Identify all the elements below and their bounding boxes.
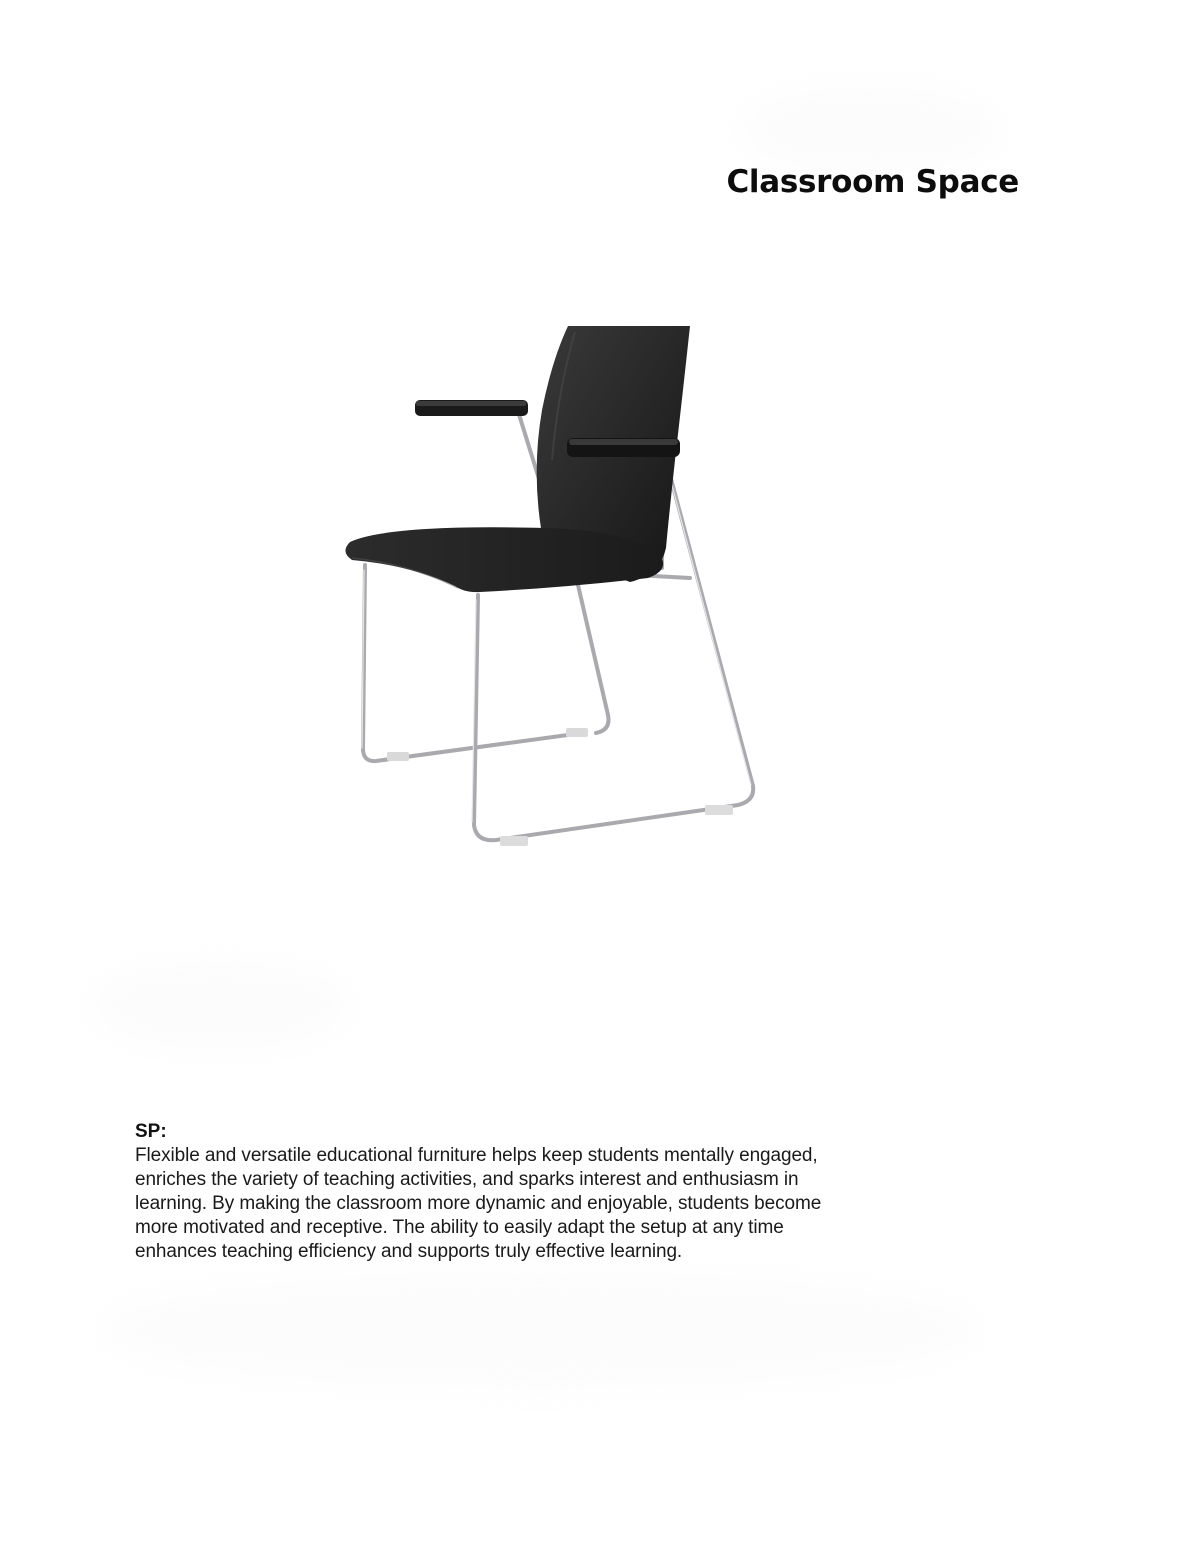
caption-line: enriches the variety of teaching activities, and sparks interest and enthusiasm in <box>135 1169 799 1190</box>
background-smudge-bottom <box>100 1270 980 1390</box>
caption-line: learning. By making the classroom more dynamic and enjoyable, students become <box>135 1193 822 1214</box>
caption-text <box>135 1144 935 1264</box>
page-title: Classroom Space <box>726 164 1019 200</box>
caption-label: SP: <box>135 1121 167 1142</box>
caption-block <box>135 1120 935 1264</box>
background-smudge-left <box>90 960 350 1050</box>
caption-line: Flexible and versatile educational furniture helps keep students mentally engaged, <box>135 1145 818 1166</box>
caption-line: more motivated and receptive. The ability to easily adapt the setup at any time <box>135 1217 784 1238</box>
caption-line: enhances teaching efficiency and supports truly effective learning. <box>135 1241 683 1262</box>
chair-image <box>330 320 770 870</box>
background-smudge-top <box>740 85 1000 175</box>
